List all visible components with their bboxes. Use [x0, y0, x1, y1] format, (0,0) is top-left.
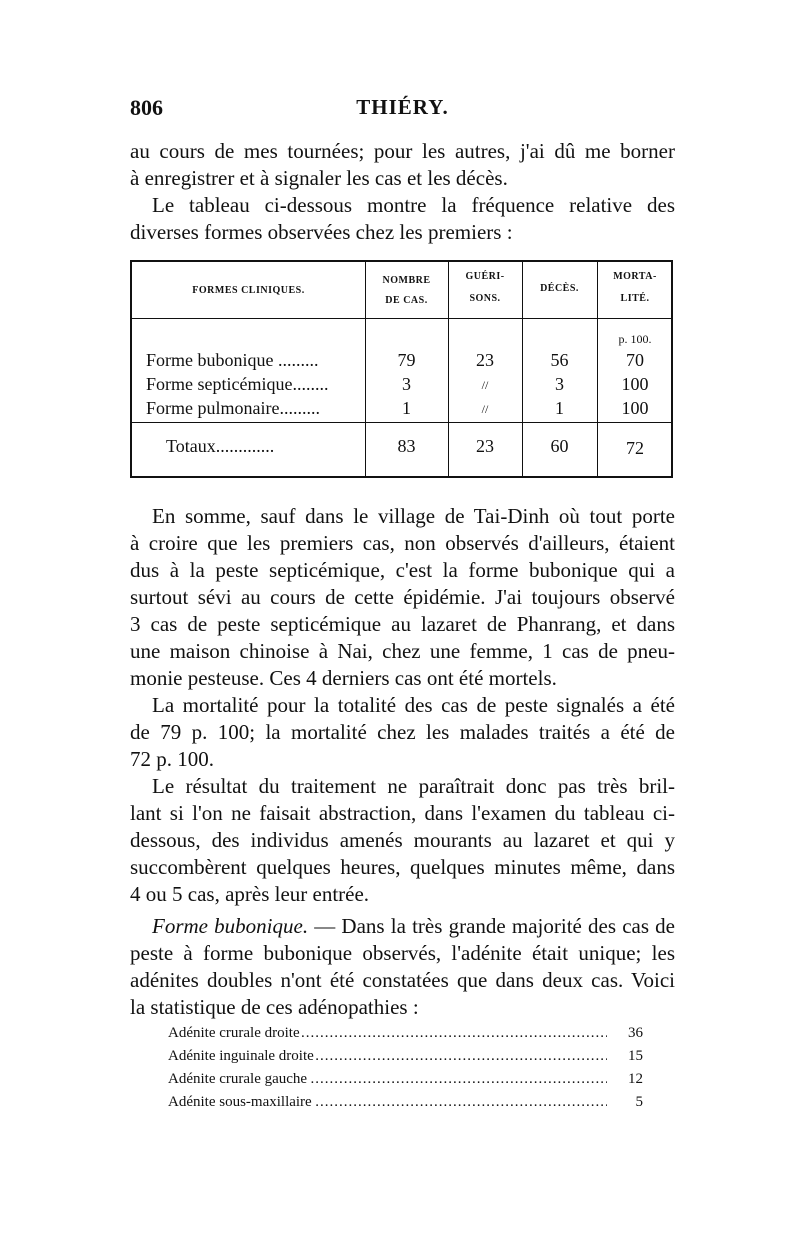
list-item	[168, 1045, 643, 1068]
cell-cases: 1	[402, 398, 411, 418]
item-value: 15	[628, 1048, 643, 1064]
cell-cured: 23	[476, 350, 494, 370]
clinical-forms-table	[130, 260, 673, 478]
total-cases: 83	[397, 436, 416, 456]
paragraph-summary	[130, 503, 675, 692]
item-label: Adénite inguinale droite	[168, 1048, 314, 1064]
header-cases-2: DE CAS.	[385, 295, 428, 306]
text-line: succombèrent quelques heures, quelques minutes même, dans	[130, 855, 675, 879]
intro-paragraph	[130, 138, 675, 246]
cell-deaths: 3	[555, 374, 564, 394]
text-line: 4 ou 5 cas, après leur entrée.	[130, 882, 370, 906]
text-line: à croire que les premiers cas, non observés d'ailleurs, étaient	[130, 531, 675, 555]
text-line: la statistique de ces adénopathies :	[130, 995, 419, 1019]
text-line: 3 cas de peste septicémique au lazaret de Phanrang, et dans	[130, 612, 675, 636]
paragraph-mortality	[130, 692, 675, 773]
cell-deaths: 1	[555, 398, 564, 418]
text-line: à enregistrer et à signaler les cas et les décès.	[130, 166, 508, 190]
item-value: 36	[628, 1025, 643, 1041]
header-mortality-1: MORTA-	[613, 271, 657, 282]
section-lead: Forme bubonique.	[152, 914, 309, 938]
paragraph-bubonic	[130, 913, 675, 1021]
text-fragment: — Dans la très grande majorité des cas de	[314, 914, 675, 938]
item-label: Adénite crurale droite	[168, 1025, 300, 1041]
total-mortality: 72	[626, 438, 644, 458]
list-item	[168, 1091, 643, 1114]
total-deaths: 60	[550, 436, 569, 456]
cell-mortality: 100	[621, 374, 649, 394]
header-deaths: DÉCÈS.	[540, 283, 579, 294]
row-label: Forme pulmonaire.........	[146, 398, 320, 418]
page-header	[130, 95, 675, 125]
text-line: au cours de mes tournées; pour les autres, j'ai dû me borner	[130, 139, 675, 163]
list-item	[168, 1022, 643, 1045]
text-line: 72 p. 100.	[130, 747, 214, 771]
text-line: diverses formes observées chez les premiers :	[130, 220, 513, 244]
header-cured-2: SONS.	[469, 293, 501, 304]
cell-cured: //	[481, 402, 489, 416]
text-line: dus à la peste septicémique, c'est la forme bubonique qui a	[130, 558, 675, 582]
header-cured-1: GUÉRI-	[465, 271, 505, 282]
mortality-unit: p. 100.	[618, 332, 652, 346]
text-line	[130, 913, 675, 940]
item-value: 5	[635, 1094, 643, 1110]
text-line: peste à forme bubonique observés, l'adénite était unique; les	[130, 941, 675, 965]
cell-mortality: 100	[621, 398, 649, 418]
text-line: de 79 p. 100; la mortalité chez les malades traités a été de	[130, 720, 675, 744]
adenopathy-list	[168, 1022, 643, 1114]
text-line: La mortalité pour la totalité des cas de peste signalés a été	[152, 693, 675, 717]
page-number: 806	[130, 95, 163, 120]
text-line: Le tableau ci-dessous montre la fréquence relative des	[152, 193, 675, 217]
cell-cases: 3	[402, 374, 411, 394]
running-head: THIÉRY.	[356, 95, 449, 119]
total-cured: 23	[476, 436, 494, 456]
cell-mortality: 70	[626, 350, 644, 370]
text-line: lant si l'on ne faisait abstraction, dans l'examen du tableau ci-	[130, 801, 675, 825]
text-line: monie pesteuse. Ces 4 derniers cas ont été mortels.	[130, 666, 557, 690]
list-item	[168, 1068, 643, 1091]
item-value: 12	[628, 1071, 643, 1087]
text-line: Le résultat du traitement ne paraîtrait donc pas très bril-	[152, 774, 675, 798]
text-line: une maison chinoise à Nai, chez une femme, 1 cas de pneu-	[130, 639, 675, 663]
header-cases-1: NOMBRE	[382, 275, 431, 286]
header-forms: FORMES CLINIQUES.	[192, 285, 305, 296]
text-line: surtout sévi au cours de cette épidémie. J'ai toujours observé	[130, 585, 675, 609]
item-label: Adénite sous-maxillaire	[168, 1094, 312, 1110]
header-mortality-2: LITÉ.	[620, 293, 650, 304]
paragraph-result	[130, 773, 675, 908]
totals-label: Totaux.............	[166, 436, 275, 456]
row-label: Forme bubonique .........	[146, 350, 319, 370]
cell-deaths: 56	[550, 350, 569, 370]
row-label: Forme septicémique........	[146, 374, 329, 394]
cell-cases: 79	[397, 350, 416, 370]
text-line: adénites doubles n'ont été constatées que dans deux cas. Voici	[130, 968, 675, 992]
text-line: dessous, des individus amenés mourants au lazaret et qui y	[130, 828, 675, 852]
item-label: Adénite crurale gauche	[168, 1071, 308, 1087]
cell-cured: //	[481, 378, 489, 392]
text-line: En somme, sauf dans le village de Tai-Dinh où tout porte	[152, 504, 675, 528]
